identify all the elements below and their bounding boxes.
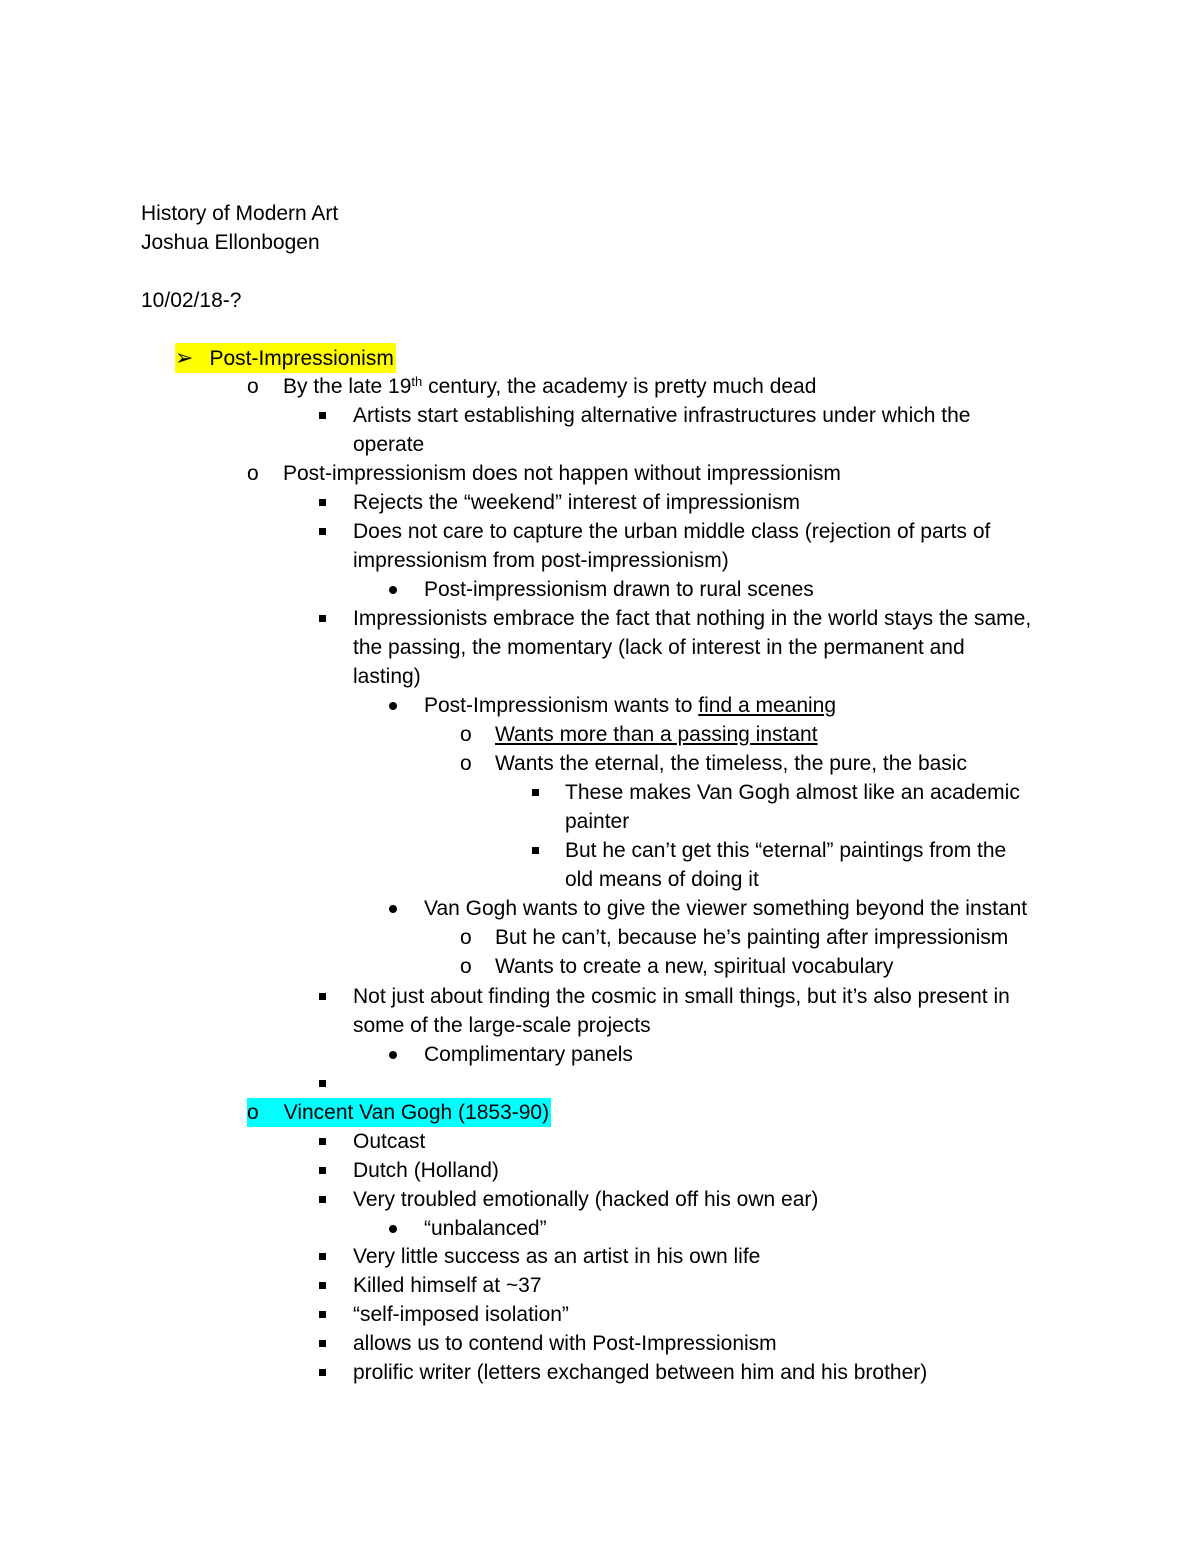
square-bullet-icon	[319, 615, 326, 622]
square-bullet-icon	[319, 993, 326, 1000]
arrow-bullet-icon: ➢	[175, 345, 194, 370]
square-bullet-icon	[319, 499, 326, 506]
list-item-text: Does not care to capture the urban middle class (rejection of parts of	[353, 520, 991, 543]
list-item-text: allows us to contend with Post-Impressionism	[353, 1332, 777, 1355]
section-highlight	[247, 1098, 551, 1127]
square-bullet-icon	[532, 847, 539, 854]
section-title: Vincent Van Gogh (1853-90)	[283, 1101, 550, 1124]
circle-bullet-icon: o	[247, 1101, 259, 1124]
underlined-phrase: find a meaning	[698, 694, 837, 717]
circle-bullet-icon: o	[247, 462, 259, 485]
list-item-text: Post-Impressionism wants to find a meaning	[424, 694, 837, 717]
list-item-text: some of the large-scale projects	[353, 1014, 651, 1037]
circle-bullet-icon: o	[460, 926, 472, 949]
list-item-text: Very little success as an artist in his own life	[353, 1245, 761, 1268]
list-item-text: Rejects the “weekend” interest of impressionism	[353, 491, 801, 514]
square-bullet-icon	[319, 528, 326, 535]
list-item-text: Post-impressionism does not happen without impressionism	[283, 462, 841, 485]
list-item-text: operate	[353, 433, 425, 456]
instructor-name: Joshua Ellonbogen	[141, 231, 320, 254]
square-bullet-icon	[319, 1138, 326, 1145]
square-bullet-icon	[319, 1080, 326, 1087]
list-item-text: Dutch (Holland)	[353, 1159, 499, 1182]
square-bullet-icon	[532, 789, 539, 796]
square-bullet-icon	[319, 1167, 326, 1174]
square-bullet-icon	[319, 412, 326, 419]
list-item-text: Complimentary panels	[424, 1043, 633, 1066]
list-item-text: lasting)	[353, 665, 421, 688]
list-item-text: “self-imposed isolation”	[353, 1303, 569, 1326]
list-item-text: Wants the eternal, the timeless, the pure, the basic	[495, 752, 967, 775]
list-item-text: But he can’t get this “eternal” paintings from the	[565, 839, 1007, 862]
square-bullet-icon	[319, 1196, 326, 1203]
circle-bullet-icon: o	[460, 752, 472, 775]
list-item-text: Outcast	[353, 1130, 426, 1153]
list-item-text: By the late 19th century, the academy is pretty much dead	[283, 374, 817, 398]
disc-bullet-icon	[389, 1225, 397, 1233]
disc-bullet-icon	[389, 702, 397, 710]
lecture-date: 10/02/18-?	[141, 289, 242, 312]
square-bullet-icon	[319, 1311, 326, 1318]
list-item-text: Very troubled emotionally (hacked off his own ear)	[353, 1188, 819, 1211]
square-bullet-icon	[319, 1282, 326, 1289]
list-item-text: Post-impressionism drawn to rural scenes	[424, 578, 814, 601]
list-item-text: Wants more than a passing instant	[495, 723, 818, 746]
list-item-text: Impressionists embrace the fact that nothing in the world stays the same,	[353, 607, 1032, 630]
list-item-text: “unbalanced”	[424, 1217, 547, 1240]
square-bullet-icon	[319, 1369, 326, 1376]
circle-bullet-icon: o	[247, 375, 259, 398]
disc-bullet-icon	[389, 586, 397, 594]
section-title: Post-Impressionism	[209, 347, 394, 370]
list-item-text: prolific writer (letters exchanged between him and his brother)	[353, 1361, 928, 1384]
square-bullet-icon	[319, 1253, 326, 1260]
course-title: History of Modern Art	[141, 202, 339, 225]
section-highlight	[175, 343, 396, 373]
list-item-text: Killed himself at ~37	[353, 1274, 542, 1297]
list-item-text: the passing, the momentary (lack of interest in the permanent and	[353, 636, 965, 659]
circle-bullet-icon: o	[460, 723, 472, 746]
list-item-text: Not just about finding the cosmic in small things, but it’s also present in	[353, 985, 1010, 1008]
disc-bullet-icon	[389, 905, 397, 913]
list-item-text: These makes Van Gogh almost like an academic	[565, 781, 1020, 804]
list-item-text: painter	[565, 810, 630, 833]
list-item-text: But he can’t, because he’s painting after impressionism	[495, 926, 1009, 949]
list-item-text: Artists start establishing alternative infrastructures under which the	[353, 404, 971, 427]
disc-bullet-icon	[389, 1051, 397, 1059]
list-item-text: old means of doing it	[565, 868, 759, 891]
square-bullet-icon	[319, 1340, 326, 1347]
list-item-text: Wants to create a new, spiritual vocabulary	[495, 955, 894, 978]
list-item-text: Van Gogh wants to give the viewer something beyond the instant	[424, 897, 1028, 920]
list-item-text: impressionism from post-impressionism)	[353, 549, 729, 572]
circle-bullet-icon: o	[460, 955, 472, 978]
